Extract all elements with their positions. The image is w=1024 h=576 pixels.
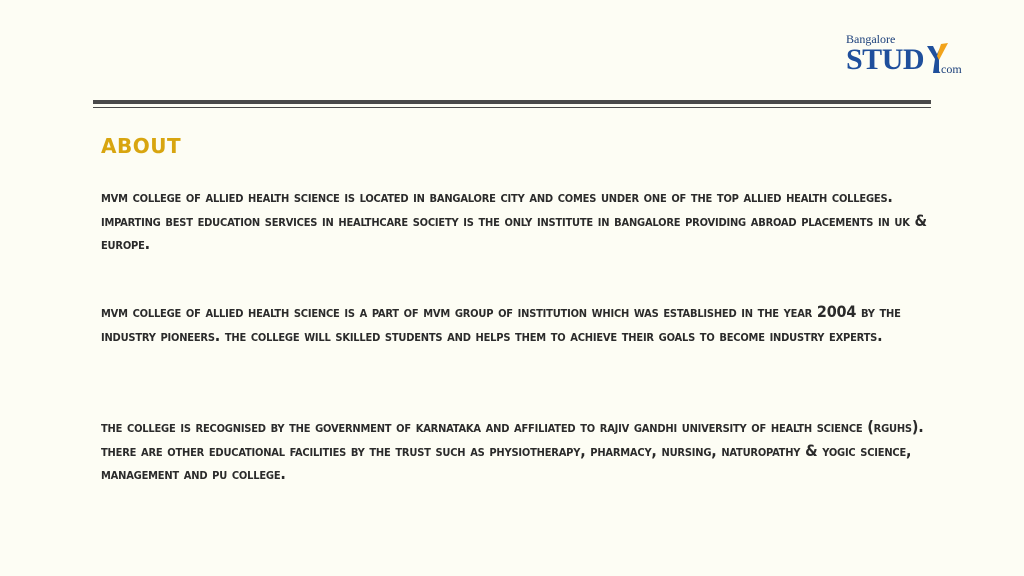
about-paragraph-1: mvm college of allied health science is located in bangalore city and comes under one of the top allied health colleges. imparting best education services in healthcare society is the only institute in bangalore providing abroad placements in uk & europe. xyxy=(101,187,927,253)
about-paragraph-2: mvm college of allied health science is a part of mvm group of institution which was established in the year 2004 by the industry pioneers. the college will skilled students and helps them to achieve their goals to become industry experts. xyxy=(101,302,901,345)
header-divider-thin xyxy=(93,107,931,108)
logo-dotcom-text: .com xyxy=(938,62,962,76)
logo-top-text: Bangalore xyxy=(846,32,896,46)
logo-main-text: STUD xyxy=(846,43,925,76)
bangalore-study-logo[interactable] xyxy=(846,32,962,80)
section-heading: ABOUT xyxy=(101,134,182,158)
about-paragraph-3: the college is recognised by the government of karnataka and affiliated to rajiv gandhi university of health science (rguhs). there are other educational facilities by the trust such as physiotherapy, pharmacy, nursing, naturopathy & yogic science, management and pu college. xyxy=(101,417,924,483)
header-divider-thick xyxy=(93,100,931,104)
